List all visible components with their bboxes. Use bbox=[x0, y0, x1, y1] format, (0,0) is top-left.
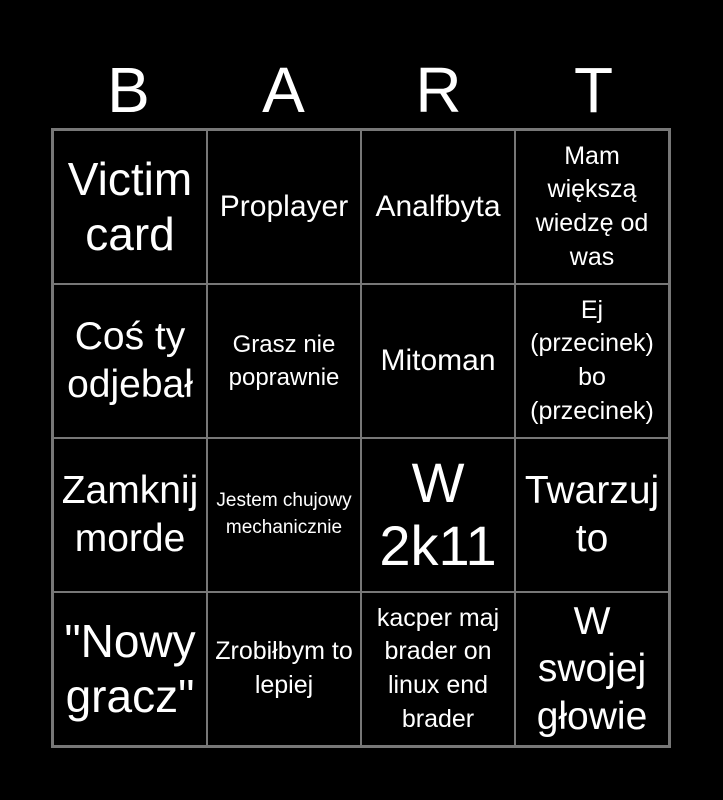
bingo-cell-r2c4[interactable] bbox=[515, 284, 669, 438]
header-letter-r: R bbox=[415, 54, 462, 126]
bingo-cell-r2c3[interactable] bbox=[361, 284, 515, 438]
bingo-cell-label: Mam większą wiedzę od was bbox=[535, 141, 649, 271]
header-letter-a: A bbox=[262, 54, 305, 126]
bingo-cell-label: Jestem chujowy mechanicznie bbox=[216, 490, 352, 538]
bingo-header bbox=[51, 52, 671, 128]
bingo-cell-r1c3[interactable] bbox=[361, 130, 515, 284]
bingo-cell-r4c3[interactable] bbox=[361, 592, 515, 746]
bingo-cell-r4c1[interactable] bbox=[53, 592, 207, 746]
bingo-cell-label: W 2k11 bbox=[379, 451, 497, 577]
bingo-cell-label: Zamknij morde bbox=[61, 469, 199, 560]
bingo-grid bbox=[51, 128, 671, 748]
bingo-cell-label: Twarzuj to bbox=[524, 469, 660, 560]
bingo-cell-r3c4[interactable] bbox=[515, 438, 669, 592]
bingo-cell-r1c2[interactable] bbox=[207, 130, 361, 284]
bingo-cell-label: Mitoman bbox=[380, 343, 496, 377]
bingo-cell-r3c1[interactable] bbox=[53, 438, 207, 592]
bingo-cell-label: Analfbyta bbox=[375, 189, 501, 223]
bingo-cell-label: W swojej głowie bbox=[536, 599, 648, 738]
bingo-cell-r1c1[interactable] bbox=[53, 130, 207, 284]
bingo-cell-r4c4[interactable] bbox=[515, 592, 669, 746]
bingo-cell-label: Zrobiłbym to lepiej bbox=[215, 637, 353, 699]
bingo-cell-label: Ej (przecinek) bo (przecinek) bbox=[530, 295, 654, 425]
header-letter-t: T bbox=[573, 54, 614, 126]
bingo-cell-label: Coś ty odjebał bbox=[67, 315, 193, 406]
bingo-cell-label: Proplayer bbox=[219, 189, 349, 223]
bingo-cell-label: Victim card bbox=[67, 152, 193, 260]
bingo-cell-label: "Nowy gracz" bbox=[64, 614, 196, 722]
bingo-cell-r4c2[interactable] bbox=[207, 592, 361, 746]
header-letter-b: B bbox=[107, 54, 150, 126]
bingo-cell-r2c1[interactable] bbox=[53, 284, 207, 438]
bingo-cell-r3c3[interactable] bbox=[361, 438, 515, 592]
bingo-cell-r3c2[interactable] bbox=[207, 438, 361, 592]
bingo-cell-label: Grasz nie poprawnie bbox=[228, 330, 340, 391]
bingo-cell-r2c2[interactable] bbox=[207, 284, 361, 438]
bingo-cell-r1c4[interactable] bbox=[515, 130, 669, 284]
bingo-cell-label: kacper maj brader on linux end brader bbox=[376, 603, 500, 733]
